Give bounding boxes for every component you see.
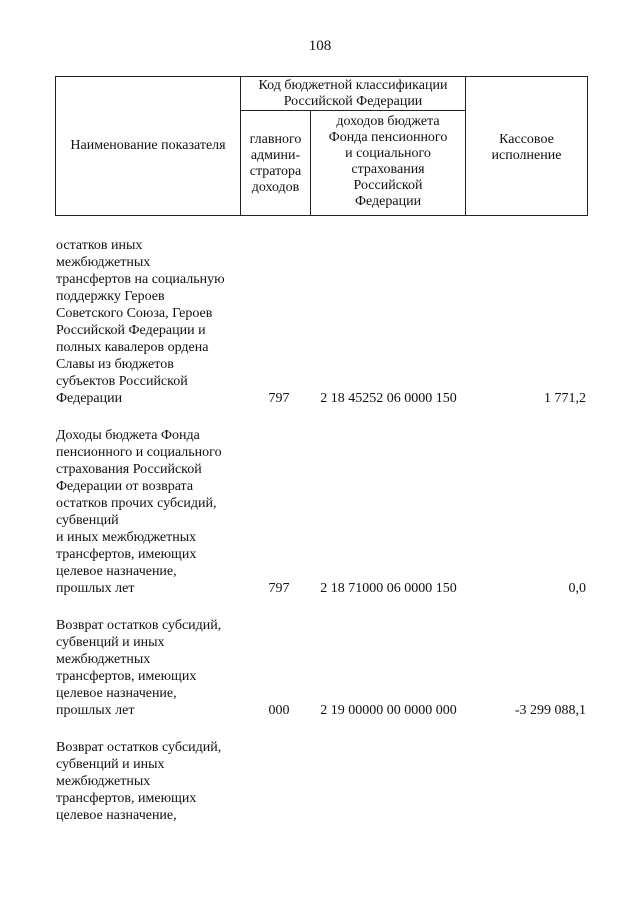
row-name: Доходы бюджета Фонда пенсионного и социального страхования Российской Федерации от возврата остатков прочих субсидий, субвенций и иных межбюджетных трансфертов, имеющих целевое назначение, прошлых лет — [56, 428, 222, 596]
row-class-code: 2 18 45252 06 0000 150 — [320, 391, 457, 406]
row-admin-code: 000 — [268, 703, 290, 718]
header-bottom-border — [55, 215, 588, 216]
header-col-name: Наименование показателя — [70, 138, 226, 153]
row-amount: 0,0 — [568, 581, 586, 596]
row-name: Возврат остатков субсидий, субвенций и иных межбюджетных трансфертов, имеющих целевое назначение, прошлых лет — [56, 618, 222, 718]
row-class-code: 2 18 71000 06 0000 150 — [320, 581, 457, 596]
row-name: остатков иных межбюджетных трансфертов на социальную поддержку Героев Советского Союза, Героев Российской Федерации и полных кавалеров ордена Славы из бюджетов субъектов Российской Федерации — [56, 238, 225, 406]
row-admin-code: 797 — [268, 391, 290, 406]
table-row — [56, 739, 586, 829]
header-col-budget-code-group: Код бюджетной классификации Российской Федерации — [258, 78, 448, 109]
header-group-divider — [240, 110, 465, 111]
row-name: Возврат остатков субсидий, субвенций и иных межбюджетных трансфертов, имеющих целевое назначение, — [56, 740, 222, 823]
header-col-admin: главного админи- стратора доходов — [249, 132, 302, 195]
row-amount: -3 299 088,1 — [514, 703, 586, 718]
row-class-code: 2 19 00000 00 0000 000 — [320, 703, 457, 718]
header-right-border — [587, 76, 588, 216]
page-number: 108 — [308, 38, 332, 54]
header-top-border — [55, 76, 588, 77]
table-row — [56, 617, 586, 719]
header-col-fund-income: доходов бюджета Фонда пенсионного и социального страхования Российской Федерации — [328, 114, 448, 209]
row-admin-code: 797 — [268, 581, 290, 596]
table-row — [56, 427, 586, 597]
header-col-execution: Кассовое исполнение — [491, 132, 562, 163]
table-row — [56, 237, 586, 407]
row-amount: 1 771,2 — [544, 391, 586, 406]
